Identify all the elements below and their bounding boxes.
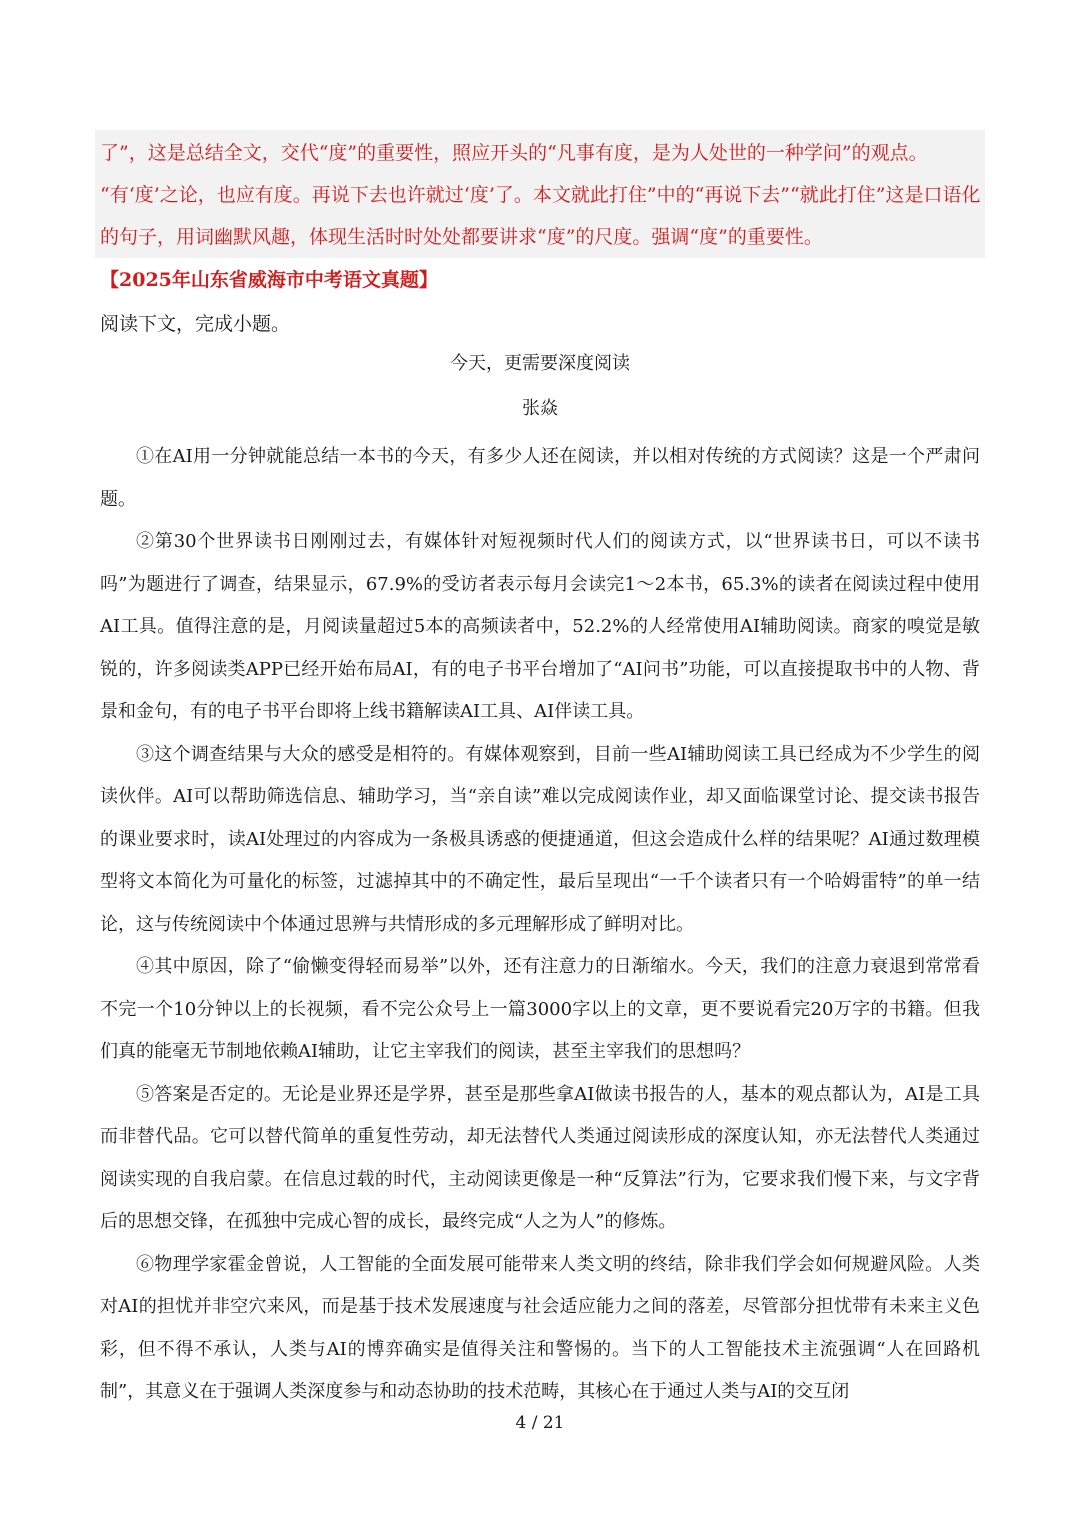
paragraph-3: ③这个调查结果与大众的感受是相符的。有媒体观察到，目前一些AI辅助阅读工具已经成为不少学生的阅读伙伴。AI可以帮助筛选信息、辅助学习，当“亲自读”难以完成阅读作业，却又面临课堂讨论、提交读书报告的课业要求时，读AI处理过的内容成为一条极具诱惑的便捷通道，但这会造成什么样的结果呢？AI通过数理模型将文本简化为可量化的标签，过滤掉其中的不确定性，最后呈现出“一千个读者只有一个哈姆雷特”的单一结论，这与传统阅读中个体通过思辨与共情形成的多元理解形成了鲜明对比。 — [100, 743, 980, 935]
paragraph-6: ⑥物理学家霍金曾说，人工智能的全面发展可能带来人类文明的终结，除非我们学会如何规避风险。人类对AI的担忧并非空穴来风，而是基于技术发展速度与社会适应能力之间的落差，尽管部分担忧带有未来主义色彩，但不得不承认，人类与AI的博弈确实是值得关注和警惕的。当下的人工智能技术主流强调“人在回路机制”，其意义在于强调人类深度参与和动态协助的技术范畴，其核心在于通过人类与AI的交互闭 — [100, 1253, 980, 1402]
exam-source-header: 【2025年山东省威海市中考语文真题】 — [100, 269, 438, 291]
article-body — [100, 436, 980, 1414]
reading-instruction: 阅读下文，完成小题。 — [100, 313, 291, 335]
paragraph-5: ⑤答案是否定的。无论是业界还是学界，甚至是那些拿AI做读书报告的人，基本的观点都认为，AI是工具而非替代品。它可以替代简单的重复性劳动，却无法替代人类通过阅读形成的深度认知，亦无法替代人类通过阅读实现的自我启蒙。在信息过载的时代，主动阅读更像是一种“反算法”行为，它要求我们慢下来，与文字背后的思想交锋，在孤独中完成心智的成长，最终完成“人之为人”的修炼。 — [100, 1083, 980, 1232]
article-title: 今天，更需要深度阅读 — [450, 353, 630, 374]
paragraph-4: ④其中原因，除了“偷懒变得轻而易举”以外，还有注意力的日渐缩水。今天，我们的注意力衰退到常常看不完一个10分钟以上的长视频，看不完公众号上一篇3000字以上的文章，更不要说看完20万字的书籍。但我们真的能毫无节制地依赖AI辅助，让它主宰我们的阅读，甚至主宰我们的思想吗？ — [100, 956, 980, 1062]
article-author: 张焱 — [522, 398, 558, 419]
answer-line-1: 了”，这是总结全文，交代“度”的重要性，照应开头的“凡事有度，是为人处世的一种学问”的观点。 — [100, 142, 928, 164]
page-number: 4 / 21 — [515, 1413, 565, 1433]
paragraph-1: ①在AI用一分钟就能总结一本书的今天，有多少人还在阅读，并以相对传统的方式阅读？这是一个严肃问题。 — [100, 446, 980, 510]
paragraph-2: ②第30个世界读书日刚刚过去，有媒体针对短视频时代人们的阅读方式，以“世界读书日，可以不读书吗”为题进行了调查，结果显示，67.9%的受访者表示每月会读完1～2本书，65.3%的读者在阅读过程中使用AI工具。值得注意的是，月阅读量超过5本的高频读者中，52.2%的人经常使用AI辅助阅读。商家的嗅觉是敏锐的，许多阅读类APP已经开始布局AI，有的电子书平台增加了“AI问书”功能，可以直接提取书中的人物、背景和金句，有的电子书平台即将上线书籍解读AI工具、AI伴读工具。 — [100, 531, 980, 722]
answer-line-3: 的句子，用词幽默风趣，体现生活时时处处都要讲求“度”的尺度。强调“度”的重要性。 — [100, 226, 823, 248]
answer-line-2: “有‘度’之论，也应有度。再说下去也许就过‘度’了。本文就此打住”中的“再说下去”“就此打住”这是口语化 — [100, 184, 981, 206]
